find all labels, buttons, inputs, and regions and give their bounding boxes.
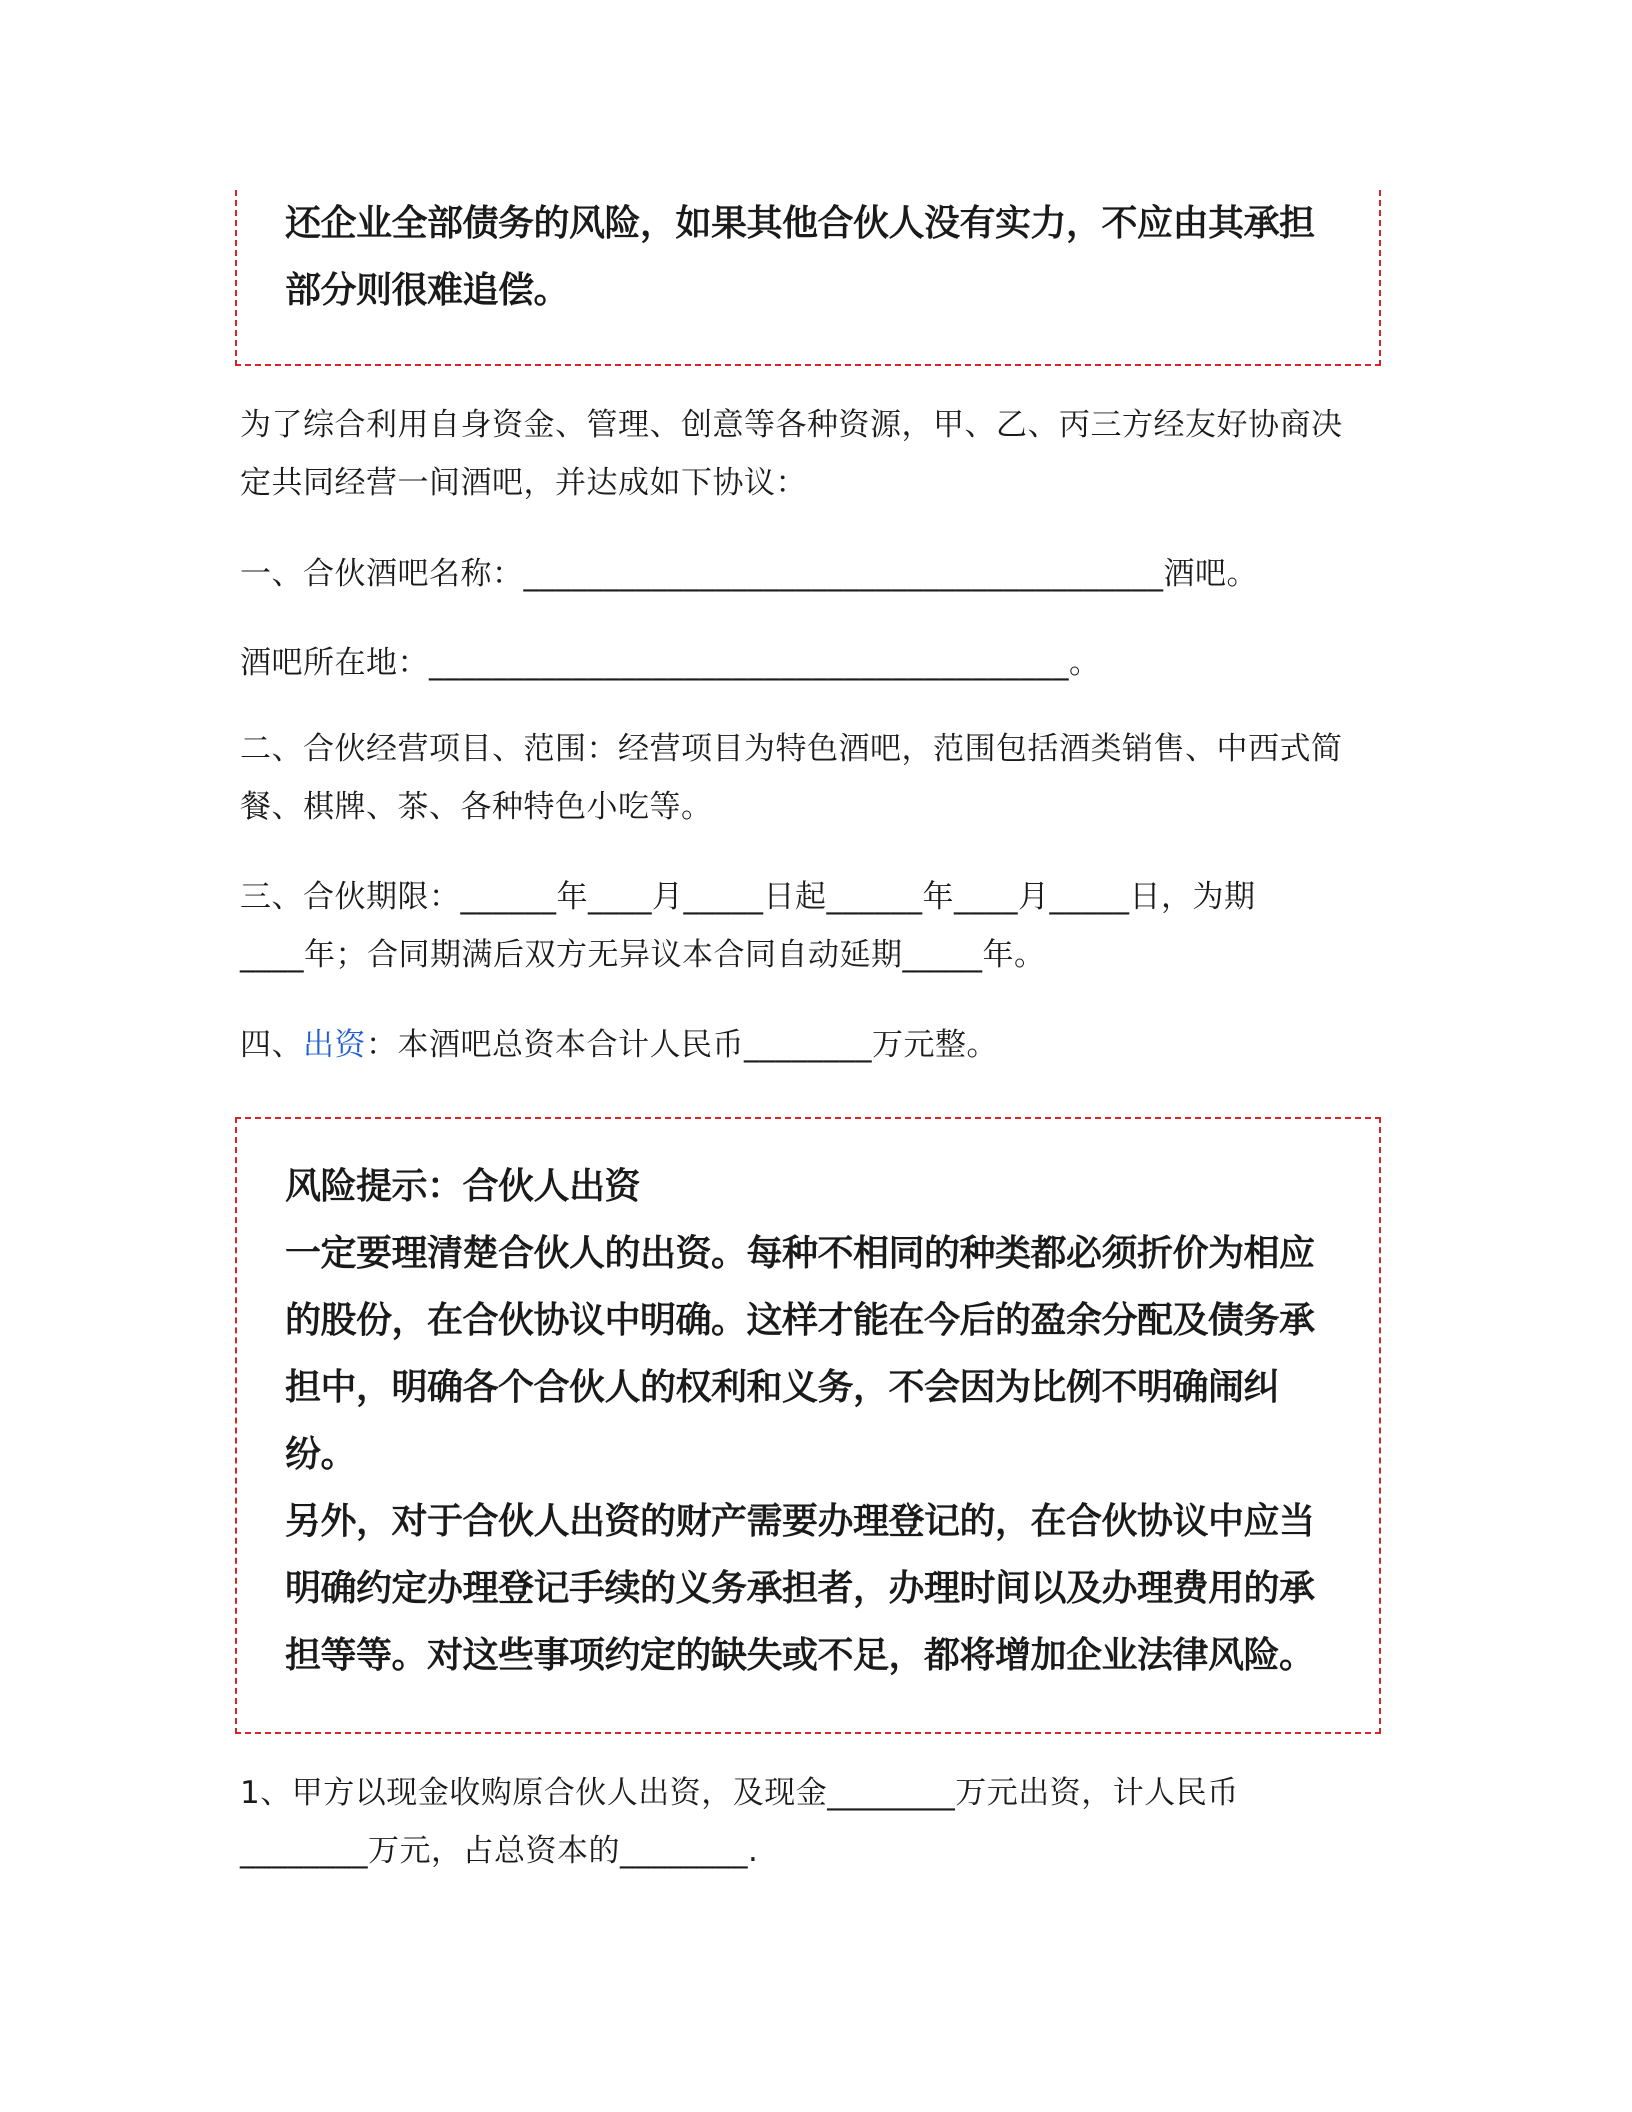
risk-line: 一定要理清楚合伙人的出资。每种不相同的种类都必须折价为相应 [285, 1233, 1315, 1274]
risk-line: 担等等。对这些事项约定的缺失或不足，都将增加企业法律风险。 [285, 1635, 1315, 1676]
intro-line: 定共同经营一间酒吧，并达成如下协议： [240, 465, 807, 501]
term-line: 三、合伙期限：______年____月_____日起______年____月_____日，为期 [240, 879, 1256, 915]
risk-line: 另外，对于合伙人出资的财产需要办理登记的，在合伙协议中应当 [285, 1501, 1315, 1542]
capital-text: ：本酒吧总资本合计人民币________万元整。 [366, 1027, 998, 1063]
risk-title: 风险提示：合伙人出资 [285, 1166, 641, 1207]
bar-name-line: 一、合伙酒吧名称：________________________________________酒吧。 [240, 556, 1258, 592]
clause-capital [240, 1016, 998, 1074]
term-line: ____年；合同期满后双方无异议本合同自动延期_____年。 [240, 937, 1046, 973]
capital-item-1 [240, 1764, 1239, 1880]
clause-business-scope [240, 720, 1343, 836]
clause-term [240, 868, 1256, 984]
scope-line: 餐、棋牌、茶、各种特色小吃等。 [240, 789, 713, 825]
clause-bar-location [240, 634, 1101, 692]
intro-paragraph [240, 396, 1343, 512]
capital-prefix: 四、 [240, 1027, 303, 1063]
risk-line: 担中，明确各个合伙人的权利和义务，不会因为比例不明确闹纠 [285, 1367, 1280, 1408]
risk-text [285, 190, 1339, 324]
risk-line: 纷。 [285, 1434, 357, 1475]
risk-box-capital [235, 1117, 1381, 1734]
risk-line: 还企业全部债务的风险，如果其他合伙人没有实力，不应由其承担 [285, 203, 1315, 244]
risk-line: 部分则很难追偿。 [285, 270, 570, 311]
item-line: 1、甲方以现金收购原合伙人出资，及现金________万元出资，计人民币 [240, 1775, 1239, 1811]
risk-line: 明确约定办理登记手续的义务承担者，办理时间以及办理费用的承 [285, 1568, 1315, 1609]
risk-box-continued [235, 190, 1381, 366]
capital-link[interactable]: 出资 [303, 1027, 366, 1063]
risk-line: 的股份，在合伙协议中明确。这样才能在今后的盈余分配及债务承 [285, 1300, 1315, 1341]
clause-bar-name [240, 545, 1258, 603]
risk-text [285, 1153, 1339, 1689]
scope-line: 二、合伙经营项目、范围：经营项目为特色酒吧，范围包括酒类销售、中西式简 [240, 731, 1343, 767]
item-line: ________万元，占总资本的________. [240, 1833, 759, 1869]
intro-line: 为了综合利用自身资金、管理、创意等各种资源，甲、乙、丙三方经友好协商决 [240, 407, 1343, 443]
bar-location-line: 酒吧所在地：________________________________________。 [240, 645, 1101, 681]
